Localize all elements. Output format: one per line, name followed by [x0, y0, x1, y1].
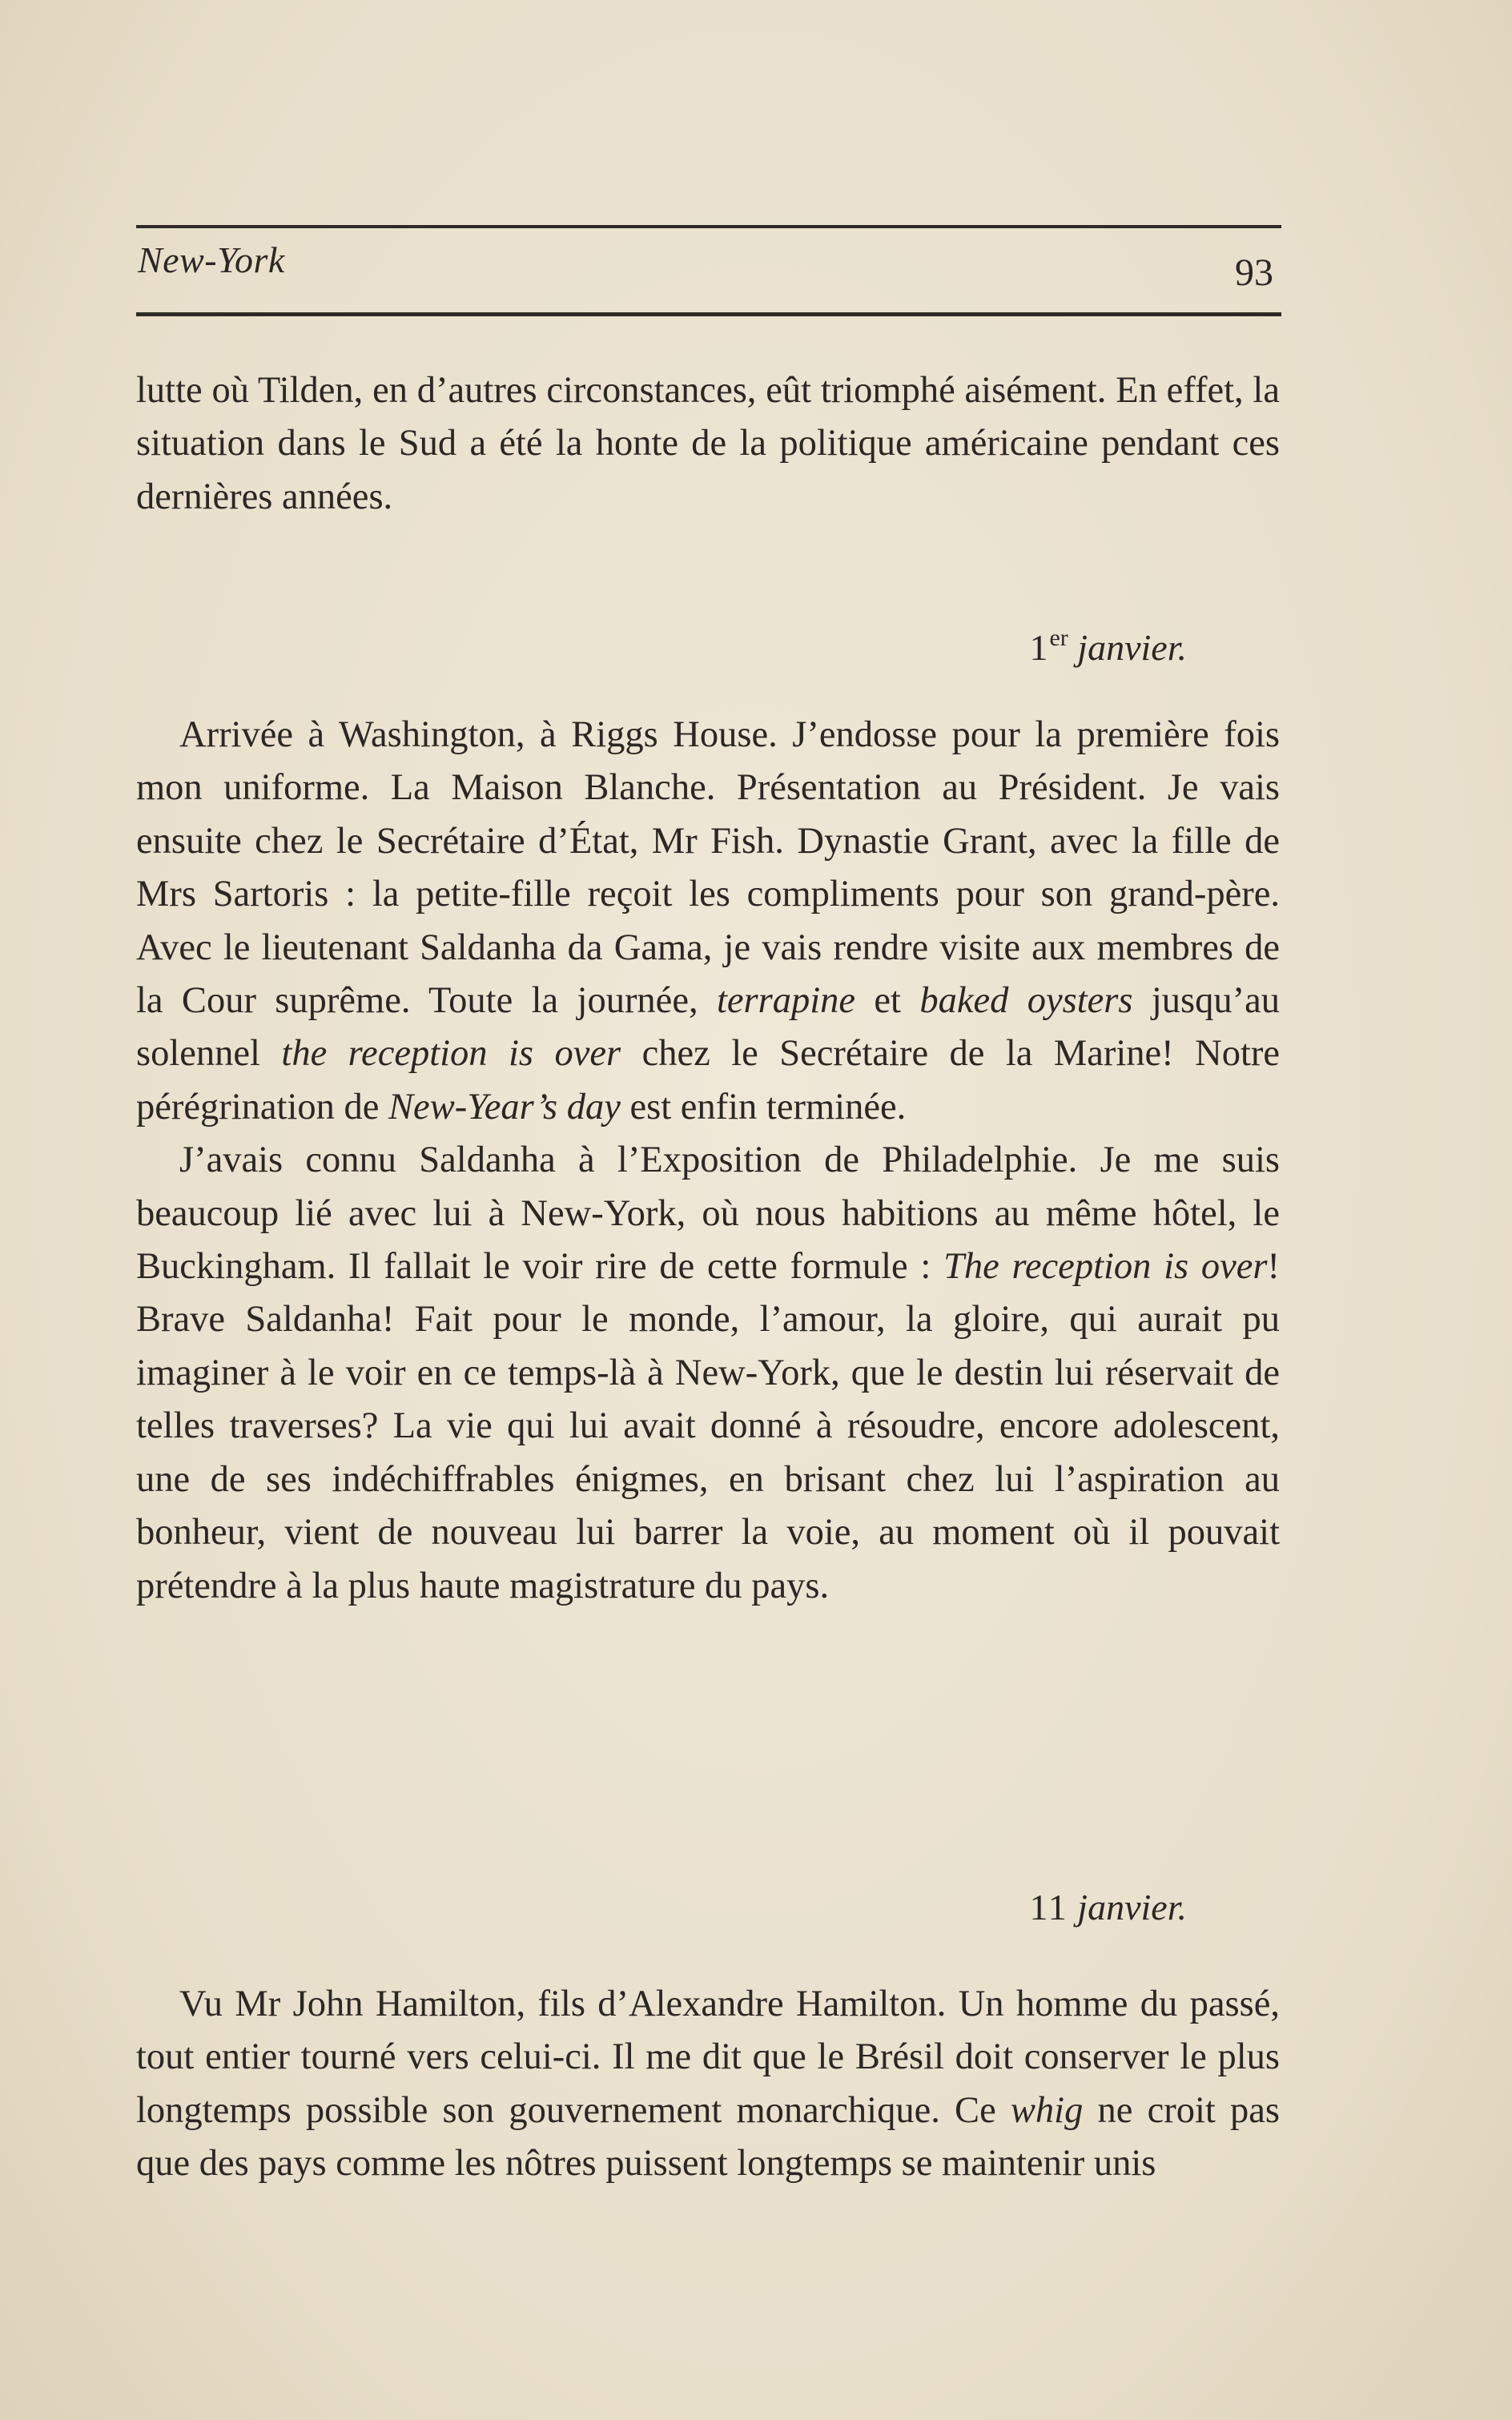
paragraph-text: lutte où Tilden, en d’autres circonstances, eût triomphé aisément. En effet, la situation dans le Sud a été la honte de la politique américaine pendant ces dernières années.	[136, 370, 1280, 517]
header-rule-bottom	[136, 312, 1281, 316]
date-day: 11	[1029, 1887, 1068, 1928]
diary-date-jan-11	[136, 1886, 1187, 1928]
date-day: 1	[1029, 627, 1050, 668]
paragraph: Arrivée à Washington, à Riggs House. J’endosse pour la première fois mon uniforme. La Maison Blanche. Présentation au Président. Je vais ensuite chez le Secrétaire d’État, Mr Fish. Dynastie Grant, avec la fille de Mrs Sartoris : la petite-fille reçoit les compliments pour son grand-père. Avec le lieutenant Saldanha da Gama, je vais rendre visite aux membres de la Cour suprême. Toute la journée, terrapine et baked oysters jusqu’au solennel the reception is over chez le Secrétaire de la Marine! Notre pérégrination de New-Year’s day est enfin terminée.	[136, 714, 1280, 1128]
diary-entry-jan-1	[136, 709, 1280, 1613]
italic-term: The reception is over	[943, 1246, 1268, 1288]
paragraph: J’avais connu Saldanha à l’Exposition de Philadelphie. Je me suis beaucoup lié avec lui à New-York, où nous habitions au même hôtel, le Buckingham. Il fallait le voir rire de cette formule : The reception is over! Brave Saldanha! Fait pour le monde, l’amour, la gloire, qui aurait pu imaginer à le voir en ce temps-là à New-York, que le destin lui réservait de telles traverses? La vie qui lui avait donné à résoudre, encore adolescent, une de ses indéchiffrables énigmes, en brisant chez lui l’aspiration au bonheur, vient de nouveau lui barrer la voie, au moment où il pouvait prétendre à la plus haute magistrature du pays.	[136, 1140, 1280, 1606]
italic-term: baked oysters	[919, 980, 1133, 1022]
date-month: janvier.	[1077, 627, 1187, 668]
page-number: 93	[1235, 251, 1273, 294]
paragraph: Vu Mr John Hamilton, fils d’Alexandre Hamilton. Un homme du passé, tout entier tourné vers celui-ci. Il me dit que le Brésil doit conserver le plus longtemps possible son gouvernement monarchique. Ce whig ne croit pas que des pays comme les nôtres puissent longtemps se maintenir unis	[136, 1984, 1280, 2185]
date-month: janvier.	[1077, 1887, 1187, 1928]
diary-entry-jan-11	[136, 1978, 1280, 2191]
italic-term: terrapine	[716, 980, 856, 1022]
header-rule-top	[136, 225, 1281, 228]
italic-term: the reception is over	[281, 1033, 621, 1075]
italic-term: whig	[1010, 2089, 1084, 2131]
paragraph-continuation	[136, 364, 1280, 524]
diary-date-jan-1	[136, 625, 1187, 669]
running-title: New-York	[138, 239, 285, 280]
date-ordinal: er	[1049, 625, 1068, 651]
italic-term: New-Year’s day	[388, 1086, 621, 1128]
